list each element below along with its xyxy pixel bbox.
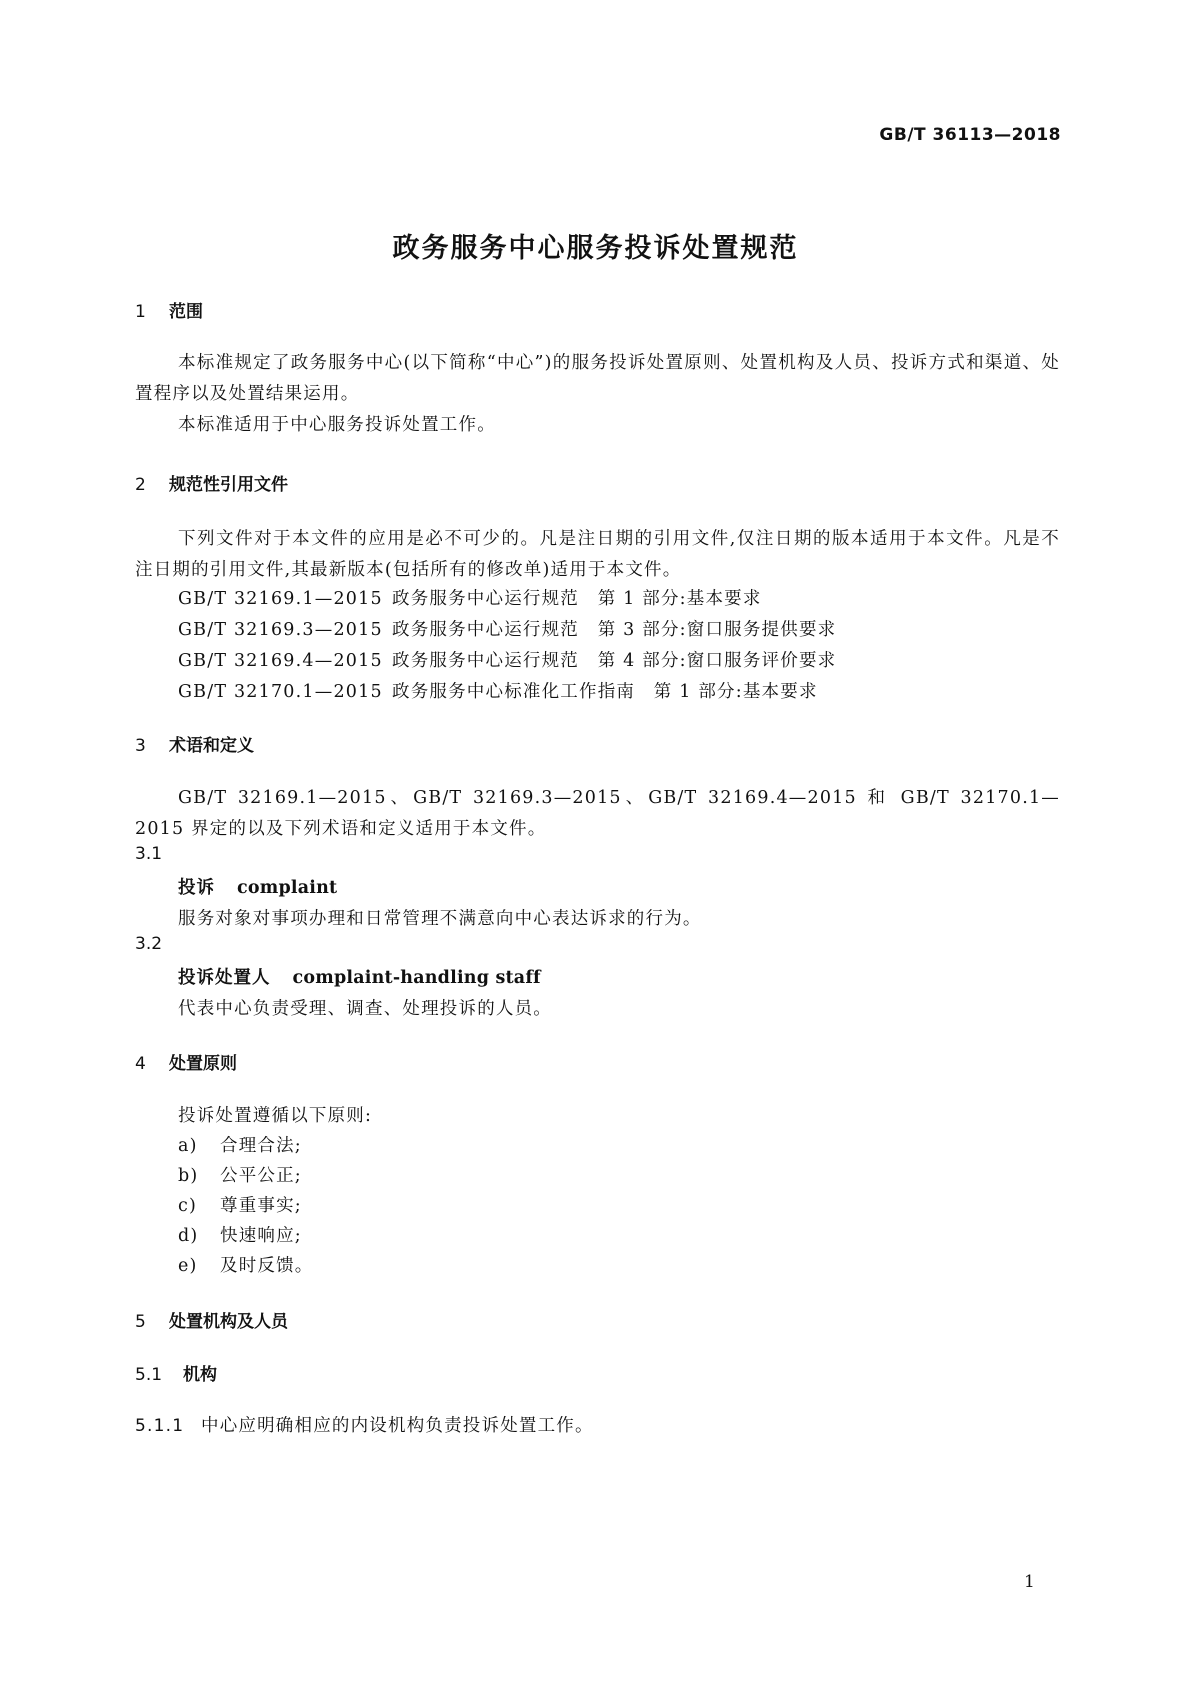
subsection-heading bbox=[135, 1360, 217, 1385]
list-text: 公平公正; bbox=[220, 1166, 302, 1186]
list-text: 尊重事实; bbox=[220, 1196, 302, 1216]
reference-item bbox=[178, 616, 836, 641]
subsection-number: 5.1 bbox=[135, 1365, 163, 1385]
list-label: a) bbox=[178, 1136, 198, 1156]
term-zh: 投诉 bbox=[178, 878, 215, 898]
list-item bbox=[178, 1132, 302, 1157]
reference-code: GB/T 32169.4—2015 bbox=[178, 651, 383, 671]
list-label: e) bbox=[178, 1256, 198, 1276]
section-2-paragraph: 下列文件对于本文件的应用是必不可少的。凡是注日期的引用文件,仅注日期的版本适用于本文件。凡是不注日期的引用文件,其最新版本(包括所有的修改单)适用于本文件。 bbox=[135, 529, 1060, 580]
reference-item bbox=[178, 647, 836, 672]
section-title: 处置机构及人员 bbox=[169, 1312, 288, 1332]
term-zh: 投诉处置人 bbox=[178, 968, 271, 988]
term-definition: 服务对象对事项办理和日常管理不满意向中心表达诉求的行为。 bbox=[178, 909, 702, 929]
list-text: 及时反馈。 bbox=[220, 1256, 314, 1276]
list-text: 合理合法; bbox=[220, 1136, 302, 1156]
section-number: 3 bbox=[135, 736, 146, 756]
reference-code: GB/T 32169.1—2015 bbox=[178, 589, 383, 609]
reference-title: 政务服务中心运行规范 第 1 部分:基本要求 bbox=[392, 589, 762, 609]
list-text: 快速响应; bbox=[220, 1226, 302, 1246]
list-item bbox=[178, 1222, 302, 1247]
reference-title: 政务服务中心运行规范 第 3 部分:窗口服务提供要求 bbox=[392, 620, 837, 640]
term-en: complaint bbox=[237, 878, 338, 898]
section-1-paragraph-2: 本标准适用于中心服务投诉处置工作。 bbox=[178, 415, 496, 435]
term-en: complaint-handling staff bbox=[292, 968, 541, 988]
page-number: 1 bbox=[1024, 1572, 1035, 1592]
section-3-heading bbox=[135, 731, 254, 756]
principles-intro: 投诉处置遵循以下原则: bbox=[178, 1106, 373, 1126]
term-heading bbox=[178, 964, 541, 989]
document-title: 政务服务中心服务投诉处置规范 bbox=[392, 233, 799, 264]
section-title: 处置原则 bbox=[169, 1054, 237, 1074]
reference-title: 政务服务中心标准化工作指南 第 1 部分:基本要求 bbox=[392, 682, 818, 702]
list-item bbox=[178, 1252, 314, 1277]
section-5-heading bbox=[135, 1307, 288, 1332]
standard-number: GB/T 36113—2018 bbox=[879, 125, 1061, 145]
reference-code: GB/T 32170.1—2015 bbox=[178, 682, 383, 702]
section-1-paragraph-1: 本标准规定了政务服务中心(以下简称“中心”)的服务投诉处置原则、处置机构及人员、投诉方式和渠道、处置程序以及处置结果运用。 bbox=[135, 353, 1060, 404]
list-item bbox=[178, 1192, 302, 1217]
list-label: c) bbox=[178, 1196, 198, 1216]
section-title: 术语和定义 bbox=[169, 736, 254, 756]
section-number: 4 bbox=[135, 1054, 146, 1074]
clause bbox=[135, 1412, 594, 1437]
section-title: 规范性引用文件 bbox=[169, 475, 288, 495]
list-label: d) bbox=[178, 1226, 199, 1246]
list-label: b) bbox=[178, 1166, 199, 1186]
term-number: 3.1 bbox=[135, 844, 163, 864]
term-number: 3.2 bbox=[135, 934, 163, 954]
section-number: 1 bbox=[135, 302, 146, 322]
section-2-heading bbox=[135, 470, 288, 495]
list-item bbox=[178, 1162, 302, 1187]
section-number: 5 bbox=[135, 1312, 146, 1332]
reference-code: GB/T 32169.3—2015 bbox=[178, 620, 383, 640]
clause-text: 中心应明确相应的内设机构负责投诉处置工作。 bbox=[201, 1416, 594, 1436]
section-4-heading bbox=[135, 1049, 237, 1074]
section-3-paragraph: GB/T 32169.1—2015、GB/T 32169.3—2015、GB/T 32169.4—2015 和 GB/T 32170.1—2015 界定的以及下列术语和定义适用于本文件。 bbox=[135, 788, 1060, 839]
section-number: 2 bbox=[135, 475, 146, 495]
reference-title: 政务服务中心运行规范 第 4 部分:窗口服务评价要求 bbox=[392, 651, 837, 671]
reference-item bbox=[178, 585, 762, 610]
clause-number: 5.1.1 bbox=[135, 1416, 185, 1436]
section-1-heading bbox=[135, 297, 203, 322]
subsection-title: 机构 bbox=[183, 1365, 217, 1385]
section-title: 范围 bbox=[169, 302, 203, 322]
reference-item bbox=[178, 678, 818, 703]
term-definition: 代表中心负责受理、调查、处理投诉的人员。 bbox=[178, 999, 552, 1019]
term-heading bbox=[178, 874, 337, 899]
